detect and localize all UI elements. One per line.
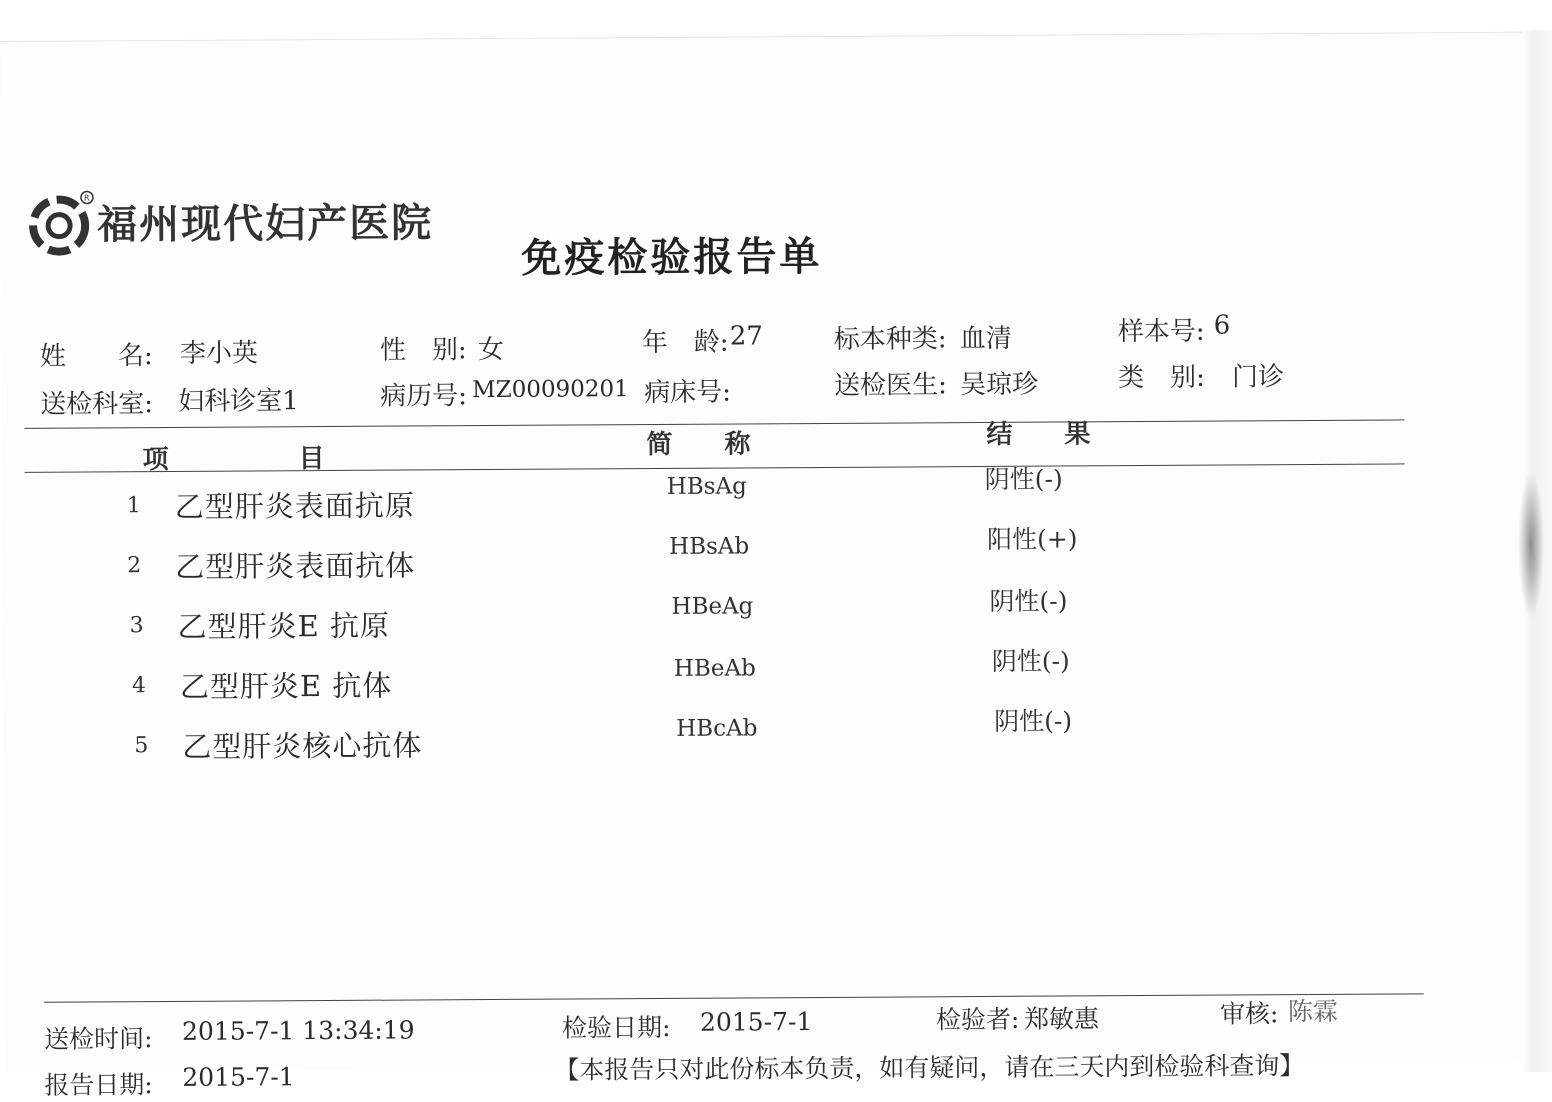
test-result: 阴性(-) xyxy=(984,464,1063,494)
test-abbr: HBeAg xyxy=(671,593,754,620)
sample-no: 6 xyxy=(1213,310,1231,341)
report-date: 2015-7-1 xyxy=(182,1062,295,1092)
test-abbr: HBeAb xyxy=(673,655,756,682)
test-name: 乙型肝炎表面抗原 xyxy=(174,488,415,524)
col-header-result: 结 果 xyxy=(986,419,1091,450)
patient-age: 27 xyxy=(729,321,763,352)
tester-label: 检验者: xyxy=(935,1004,1020,1035)
footer-rule xyxy=(44,993,1424,1002)
hospital-name: 福州现代妇产医院 xyxy=(96,199,434,249)
test-abbr: HBsAb xyxy=(669,533,750,560)
doctor: 吴琼珍 xyxy=(960,369,1039,401)
doctor-label: 送检医生: xyxy=(834,370,947,401)
svg-text:R: R xyxy=(83,193,90,203)
department-label: 送检科室: xyxy=(40,389,154,420)
row-number: 2 xyxy=(127,553,142,579)
test-result: 阴性(-) xyxy=(991,646,1070,676)
bed-no-label: 病床号: xyxy=(644,377,732,409)
sample-no-label: 样本号: xyxy=(1117,316,1205,348)
patient-name: 李小英 xyxy=(179,338,259,369)
record-no: MZ00090201 xyxy=(472,376,629,404)
reviewer: 陈霖 xyxy=(1287,996,1339,1027)
test-date: 2015-7-1 xyxy=(699,1007,813,1037)
age-label: 年 龄: xyxy=(641,327,729,359)
row-number: 4 xyxy=(131,673,147,699)
test-name: 乙型肝炎表面抗体 xyxy=(175,548,416,584)
col-header-item: 项 目 xyxy=(142,444,325,476)
test-result: 阳性(+) xyxy=(986,524,1078,554)
test-date-label: 检验日期: xyxy=(561,1012,671,1043)
test-name: 乙型肝炎E 抗原 xyxy=(177,608,391,644)
row-number: 3 xyxy=(129,613,144,639)
category-label: 类 别: xyxy=(1117,362,1205,394)
report-sheet xyxy=(0,33,1531,1100)
test-result: 阴性(-) xyxy=(994,706,1073,736)
report-date-label: 报告日期: xyxy=(44,1070,153,1100)
hospital-logo-icon xyxy=(23,189,95,259)
test-name: 乙型肝炎E 抗体 xyxy=(179,668,393,704)
test-result: 阴性(-) xyxy=(989,586,1068,616)
disclaimer: 【本报告只对此份标本负责，如有疑问，请在三天内到检验科查询】 xyxy=(554,1051,1305,1085)
col-header-abbr: 简 称 xyxy=(646,429,751,461)
test-abbr: HBsAg xyxy=(666,473,747,500)
tester: 郑敏惠 xyxy=(1023,1004,1100,1034)
row-number: 5 xyxy=(134,733,149,759)
submit-time-label: 送检时间: xyxy=(44,1024,153,1054)
specimen-type: 血清 xyxy=(959,323,1012,355)
specimen-type-label: 标本种类: xyxy=(833,324,947,355)
test-abbr: HBcAb xyxy=(676,715,758,742)
category: 门诊 xyxy=(1231,362,1285,393)
report-title: 免疫检验报告单 xyxy=(521,232,823,282)
record-no-label: 病历号: xyxy=(380,381,468,412)
row-number: 1 xyxy=(126,493,141,519)
sex-label: 性 别: xyxy=(379,335,467,366)
submit-time: 2015-7-1 13:34:19 xyxy=(181,1015,415,1046)
name-label: 姓 名: xyxy=(39,341,153,372)
patient-sex: 女 xyxy=(477,334,504,366)
test-name: 乙型肝炎核心抗体 xyxy=(182,728,423,764)
scan-smudge xyxy=(1518,470,1544,620)
department: 妇科诊室1 xyxy=(178,386,299,417)
reviewer-label: 审核: xyxy=(1219,999,1279,1029)
